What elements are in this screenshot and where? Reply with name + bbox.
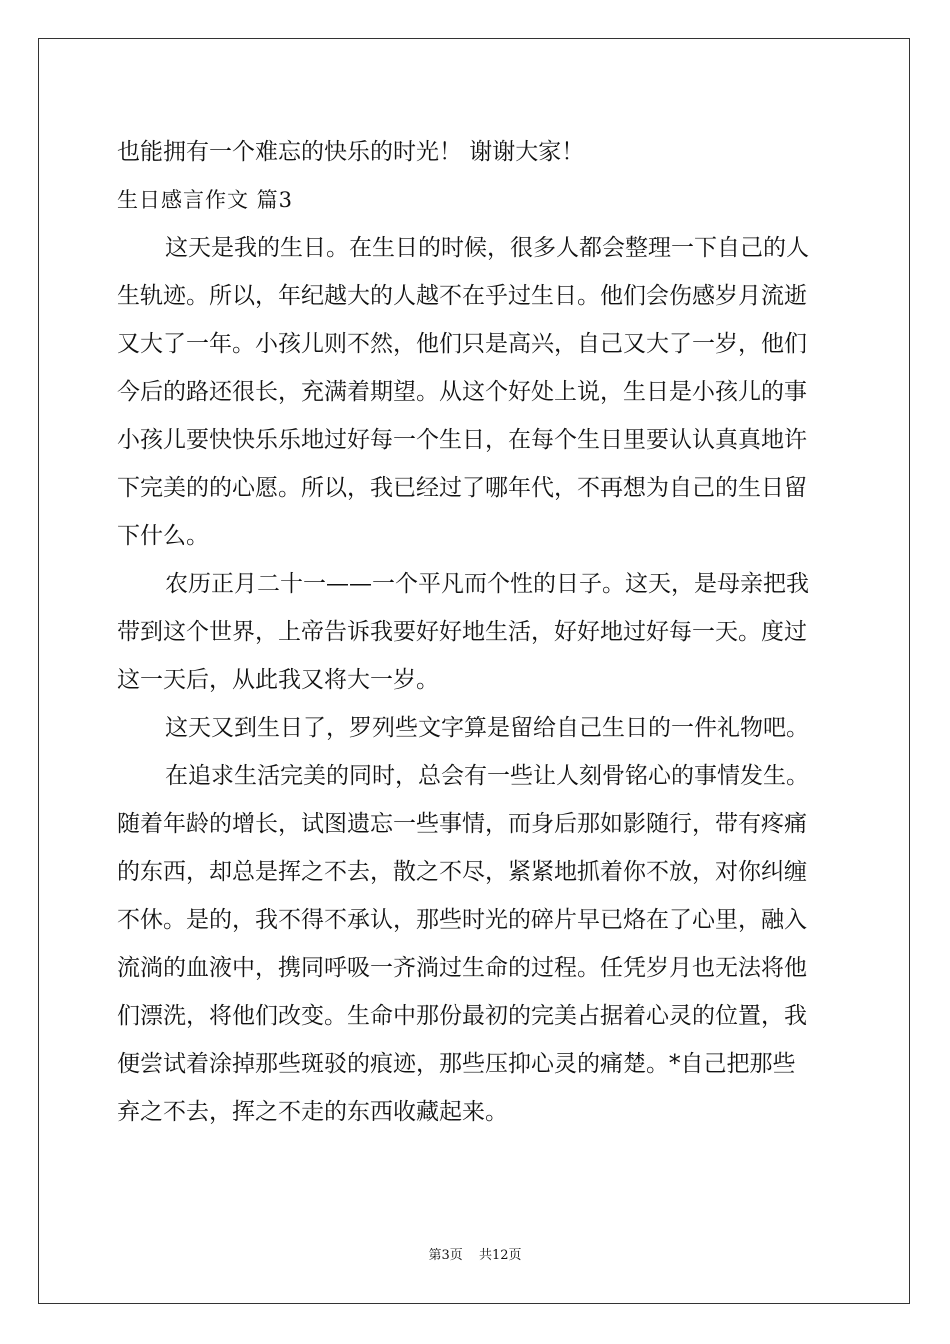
text-line: 这一天后，从此我又将大一岁。 xyxy=(117,667,439,693)
text-line: 不休。是的，我不得不承认，那些时光的碎片早已烙在了心里，融入 xyxy=(117,907,807,933)
section-title: 生日感言作文 篇3 xyxy=(117,188,294,212)
text-line: 弃之不去，挥之不走的东西收藏起来。 xyxy=(117,1099,508,1125)
text-line: 下什么。 xyxy=(117,523,209,549)
text-line: 生轨迹。所以，年纪越大的人越不在乎过生日。他们会伤感岁月流逝 xyxy=(117,283,807,309)
page-number: 第3页 xyxy=(428,1248,463,1263)
text-line: 便尝试着涂掉那些斑驳的痕迹，那些压抑心灵的痛楚。*自己把那些 xyxy=(117,1051,796,1077)
text-line: 带到这个世界，上帝告诉我要好好地生活，好好地过好每一天。度过 xyxy=(117,619,807,645)
paragraph-first-line: 农历正月二十一——一个平凡而个性的日子。这天，是母亲把我 xyxy=(165,571,809,597)
text-line: 随着年龄的增长，试图遗忘一些事情，而身后那如影随行，带有疼痛 xyxy=(117,811,807,837)
text-line: 今后的路还很长，充满着期望。从这个好处上说，生日是小孩儿的事 xyxy=(117,379,807,405)
paragraph-first-line: 在追求生活完美的同时，总会有一些让人刻骨铭心的事情发生。 xyxy=(165,763,809,789)
text-line: 小孩儿要快快乐乐地过好每一个生日，在每个生日里要认认真真地许 xyxy=(117,427,807,453)
text-line: 又大了一年。小孩儿则不然，他们只是高兴，自己又大了一岁，他们 xyxy=(117,331,807,357)
paragraph-first-line: 这天又到生日了，罗列些文字算是留给自己生日的一件礼物吧。 xyxy=(165,715,809,741)
text-line: 流淌的血液中，携同呼吸一齐淌过生命的过程。任凭岁月也无法将他 xyxy=(117,955,807,981)
document-body xyxy=(117,128,837,1136)
total-pages: 共12页 xyxy=(478,1248,522,1263)
paragraph-first-line: 这天是我的生日。在生日的时候，很多人都会整理一下自己的人 xyxy=(165,235,809,261)
text-line: 的东西，却总是挥之不去，散之不尽，紧紧地抓着你不放，对你纠缠 xyxy=(117,859,807,885)
text-line: 下完美的的心愿。所以，我已经过了哪年代，不再想为自己的生日留 xyxy=(117,475,807,501)
text-line: 们漂洗，将他们改变。生命中那份最初的完美占据着心灵的位置，我 xyxy=(117,1003,807,1029)
page-footer xyxy=(0,1244,950,1263)
text-line: 也能拥有一个难忘的快乐的时光！ 谢谢大家！ xyxy=(117,139,585,165)
